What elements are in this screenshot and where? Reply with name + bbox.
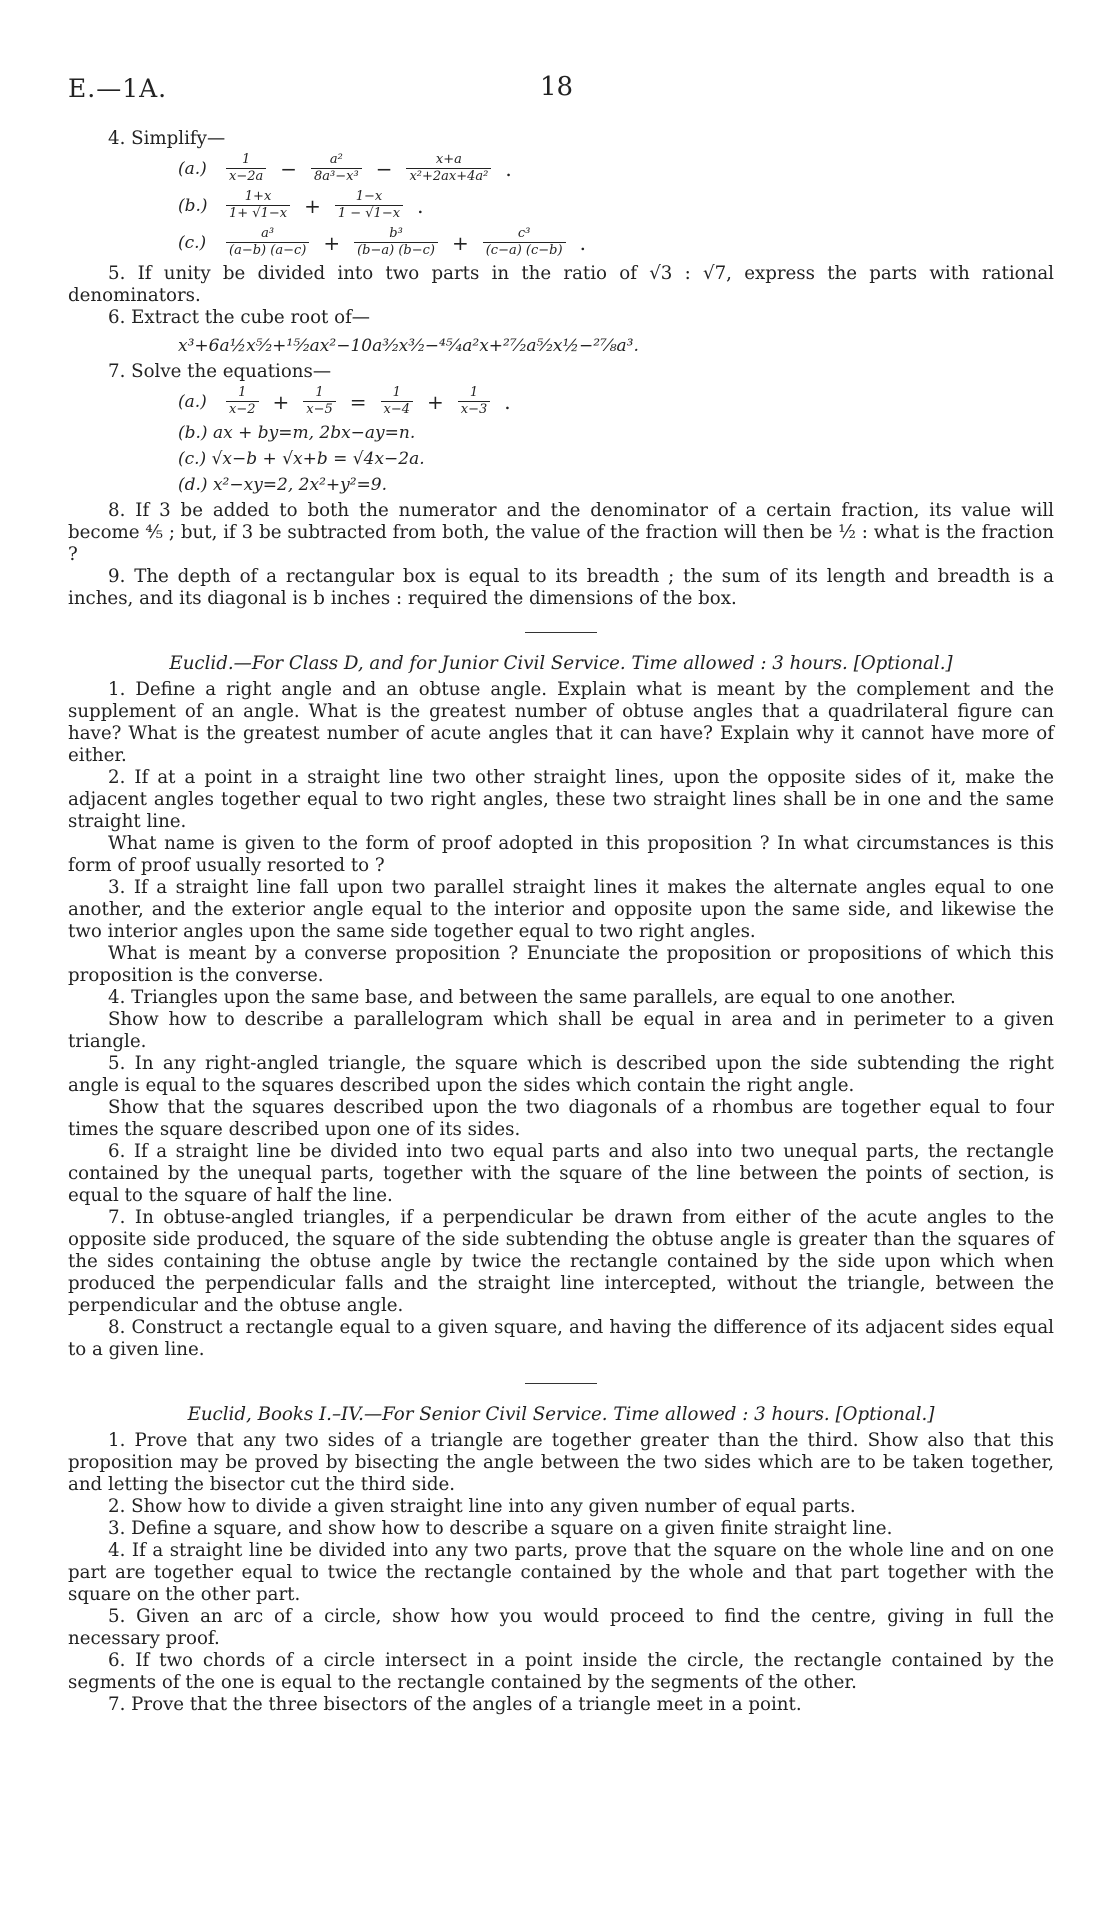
fraction: $\frac{x+a}{\text{x²+2ax+4a²}}$ [406,152,491,185]
fraction: $\frac{1-x}{1 - √1-x}$ [335,189,403,222]
q4c-label: (c.) [178,232,207,253]
euclid-senior-paragraph: 3. Define a square, and show how to describe a square on a given finite straight line. [108,1518,893,1539]
euclid-senior-paragraph: 6. If two chords of a circle intersect in a point inside the circle, the rectangle contained by the segments of the one is equal to the rectangle contained by the segments of the other. [68,1650,1054,1693]
fraction: $\frac{1}{x-2}$ [226,385,259,418]
fraction: $\frac{1}{x-2a}$ [226,152,266,185]
q7b-expression: (b.) ax + by=m, 2bx−ay=n. [178,423,416,443]
euclid-d-paragraph: 6. If a straight line be divided into two equal parts and also into two unequal parts, the rectangle contained by the unequal parts, together with the square of the line between the points of section, is equal to the square of half the line. [68,1141,1054,1206]
euclid-senior-paragraph: 1. Prove that any two sides of a triangle are together greater than the third. Show also that this proposition may be proved by bisecting the angle between the two sides which are to be taken together, and letting the bisector cut the third side. [68,1430,1054,1495]
q4b-expression: (b.) $\frac{1+x}{1+ √1-x}$ + $\frac{1-x}{1 - √1-x}$ . [178,189,424,221]
euclid-senior-heading: Euclid, Books I.–IV.—For Senior Civil Service. Time allowed : 3 hours. [Optional.] [187,1404,935,1425]
q8-text: 8. If 3 be added to both the numerator and the denominator of a certain fraction, its value will become ⁴⁄₅ ; but, if 3 be subtracted from both, the value of the fraction will then be ½ : what is the fraction ? [68,500,1054,565]
series-code: E.—1A. [68,74,168,103]
euclid-d-paragraph: Show how to describe a parallelogram which shall be equal in area and in perimeter to a given triangle. [68,1009,1054,1052]
fraction: $\frac{1}{x-3}$ [458,385,491,418]
section-divider [525,632,597,633]
q4c-expression: (c.) $\frac{\text{a³}}{(a-b) (a-c)}$ + $\frac{\text{b³}}{(b-a) (b-c)}$ + $\frac{\text{c³}}{(c-a) (c-b)}$ . [178,226,586,258]
fraction: $\frac{1}{x-4}$ [381,385,414,418]
q9-text: 9. The depth of a rectangular box is equal to its breadth ; the sum of its length and breadth is a inches, and its diagonal is b inches : required the dimensions of the box. [68,566,1054,609]
q4b-label: (b.) [178,195,208,216]
q7c-expression: (c.) √x−b + √x+b = √4x−2a. [178,449,425,469]
page-body [68,128,1054,1716]
fraction: $\frac{1+x}{1+ √1-x}$ [226,189,290,222]
fraction: $\frac{\text{a³}}{(a-b) (a-c)}$ [226,226,309,259]
euclid-senior-paragraph: 2. Show how to divide a given straight line into any given number of equal parts. [108,1496,856,1517]
fraction: $\frac{\text{c³}}{(c-a) (c-b)}$ [483,226,566,259]
euclid-d-paragraph: What name is given to the form of proof adopted in this proposition ? In what circumstances is this form of proof usually resorted to ? [68,833,1054,876]
euclid-senior-paragraph: 4. If a straight line be divided into any two parts, prove that the square on the whole line and on one part are together equal to twice the rectangle contained by the whole and that part together with the square on the other part. [68,1540,1054,1605]
page-number: 18 [540,72,574,102]
q7-intro: 7. Solve the equations— [108,361,332,382]
q7a-expression: (a.) $\frac{1}{x-2}$ + $\frac{1}{x-5}$ = $\frac{1}{x-4}$ + $\frac{1}{x-3}$ . [178,385,511,417]
q6-expression: x³+6a½x⁵⁄₂+¹⁵⁄₂ax²−10a³⁄₂x³⁄₂−⁴⁵⁄₄a²x+²⁷⁄₂a⁵⁄₂x½−²⁷⁄₈a³. [178,336,639,356]
euclid-d-paragraph: 3. If a straight line fall upon two parallel straight lines it makes the alternate angles equal to one another, and the exterior angle equal to the interior and opposite upon the same side, and likewise the two interior angles upon the same side together equal to two right angles. [68,877,1054,942]
euclid-d-paragraph: 7. In obtuse-angled triangles, if a perpendicular be drawn from either of the acute angles to the opposite side produced, the square of the side subtending the obtuse angle is greater than the squares of the sides containing the obtuse angle by twice the rectangle contained by the side upon which when produced the perpendicular falls and the straight line intercepted, without the triangle, between the perpendicular and the obtuse angle. [68,1207,1054,1316]
q7a-label: (a.) [178,391,207,412]
euclid-d-paragraph: 8. Construct a rectangle equal to a given square, and having the difference of its adjacent sides equal to a given line. [68,1317,1054,1360]
euclid-d-paragraph: 4. Triangles upon the same base, and between the same parallels, are equal to one another. [108,987,956,1008]
q7d-expression: (d.) x²−xy=2, 2x²+y²=9. [178,475,388,495]
q5-text: 5. If unity be divided into two parts in the ratio of √3 : √7, express the parts with rational denominators. [68,263,1054,306]
euclid-d-paragraph: 1. Define a right angle and an obtuse angle. Explain what is meant by the complement and the supplement of an angle. What is the greatest number of obtuse angles that a quadrilateral figure can have? What is the greatest number of acute angles that it can have? Explain why it cannot have more of either. [68,679,1054,766]
q4a-expression: (a.) $\frac{1}{x-2a}$ − $\frac{\text{a²}}{\text{8a³−x³}}$ − $\frac{x+a}{\text{x²+2ax+4a²}}$ . [178,152,512,184]
fraction: $\frac{1}{x-5}$ [303,385,336,418]
section-divider [525,1383,597,1384]
q4a-label: (a.) [178,158,207,179]
q6-intro: 6. Extract the cube root of— [108,307,370,328]
euclid-d-paragraph: 5. In any right-angled triangle, the square which is described upon the side subtending the right angle is equal to the squares described upon the sides which contain the right angle. [68,1053,1054,1096]
euclid-d-paragraph: What is meant by a converse proposition ? Enunciate the proposition or propositions of which this proposition is the converse. [68,943,1054,986]
euclid-d-paragraph: 2. If at a point in a straight line two other straight lines, upon the opposite sides of it, make the adjacent angles together equal to two right angles, these two straight lines shall be in one and the same straight line. [68,767,1054,832]
fraction: $\frac{\text{b³}}{(b-a) (b-c)}$ [354,226,438,259]
euclid-d-paragraph: Show that the squares described upon the two diagonals of a rhombus are together equal to four times the square described upon one of its sides. [68,1097,1054,1140]
euclid-senior-paragraph: 7. Prove that the three bisectors of the angles of a triangle meet in a point. [108,1694,802,1715]
euclid-senior-paragraph: 5. Given an arc of a circle, show how you would proceed to find the centre, giving in full the necessary proof. [68,1606,1054,1649]
fraction: $\frac{\text{a²}}{\text{8a³−x³}}$ [311,152,362,185]
q4-intro: 4. Simplify— [108,128,226,149]
euclid-d-heading: Euclid.—For Class D, and for Junior Civil Service. Time allowed : 3 hours. [Optional.] [169,653,953,674]
